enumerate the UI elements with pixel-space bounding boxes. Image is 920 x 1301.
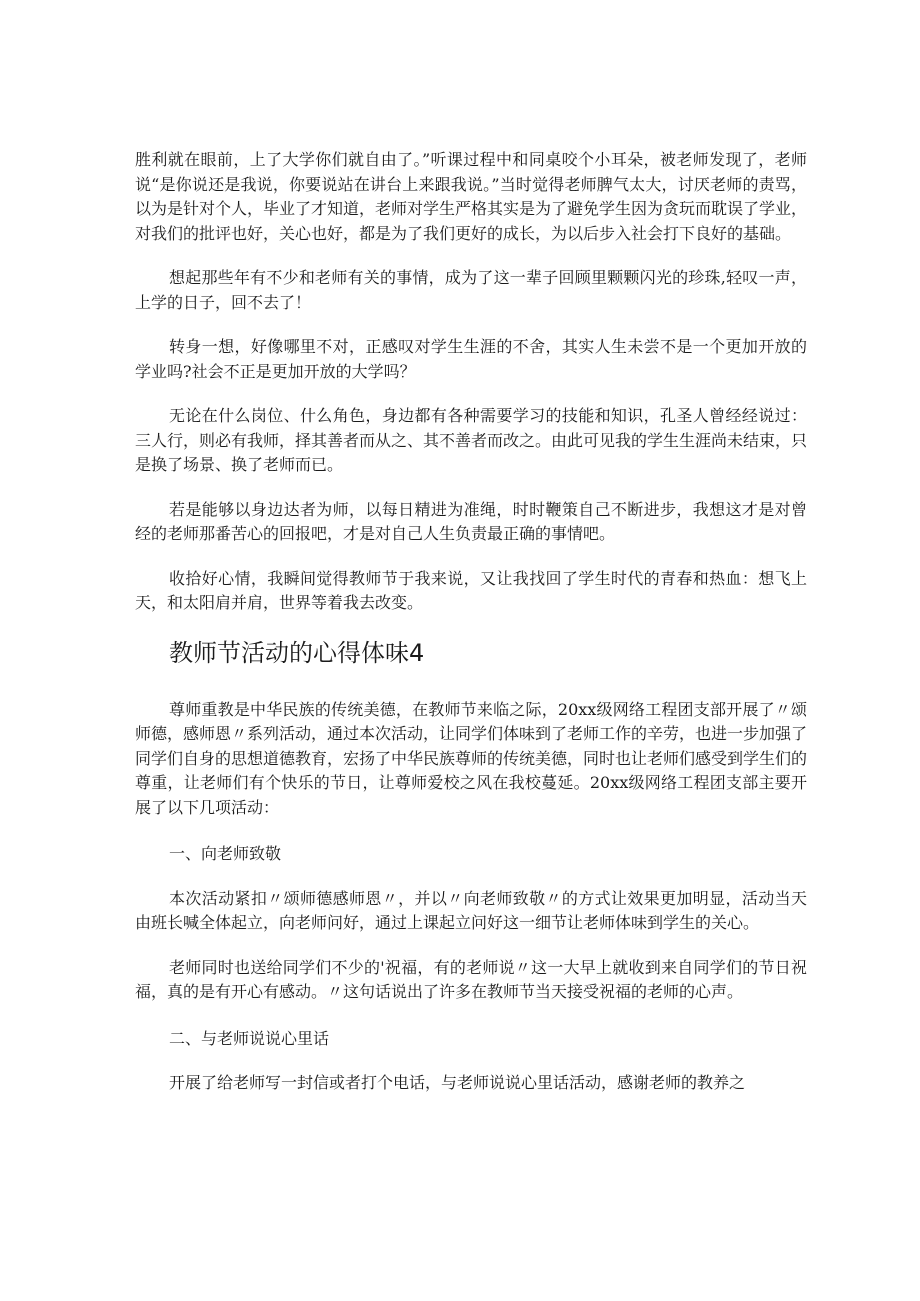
paragraph-opening: 胜利就在眼前，上了大学你们就自由了。”听课过程中和同桌咬个小耳朵，被老师发现了，老师说“是你说还是我说，你要说站在讲台上来跟我说。”当时觉得老师脾气太大，讨厌老师的责骂，以为是针对个人，毕业了才知道，老师对学生严格其实是为了避免学生因为贪玩而耽误了学业，对我们的批评也好，关心也好，都是为了我们更好的成长，为以后步入社会打下良好的基础。 xyxy=(135,150,808,243)
item-heading-2: 二、与老师说说心里话 xyxy=(169,1028,330,1048)
section-title: 教师节活动的心得体味4 xyxy=(169,638,425,667)
paragraph-closing: 收拾好心情，我瞬间觉得教师节于我来说，又让我找回了学生时代的青春和热血：想飞上天，和太阳肩并肩，世界等着我去改变。 xyxy=(135,568,807,612)
paragraph-progress: 若是能够以身边达者为师，以每日精进为准绳，时时鞭策自己不断进步，我想这才是对曾经的老师那番苦心的回报吧，才是对自己人生负责最正确的事情吧。 xyxy=(135,499,807,543)
item-heading-1: 一、向老师致敬 xyxy=(169,844,282,863)
document-page xyxy=(135,148,807,1096)
paragraph-reflection: 转身一想，好像哪里不对，正感叹对学生生涯的不舍，其实人生未尝不是一个更加开放的学业吗?社会不正是更加开放的大学吗？ xyxy=(135,337,807,381)
paragraph-intro: 尊师重教是中华民族的传统美德，在教师节来临之际，20xx级网络工程团支部开展了〃颂师德，感师恩〃系列活动，通过本次活动，让同学们体味到了老师工作的辛劳，也进一步加强了同学们自身的思想道德教育，宏扬了中华民族尊师的传统美德，同时也让老师们感受到学生们的尊重，让老师们有个快乐的节日，让尊师爱校之风在我校蔓延。20xx级网络工程团支部主要开展了以下几项活动： xyxy=(135,699,808,817)
paragraph-learning: 无论在什么岗位、什么角色，身边都有各种需要学习的技能和知识，孔圣人曾经经说过：三人行，则必有我师，择其善者而从之、其不善者而改之。由此可见我的学生生涯尚未结束，只是换了场景、换了老师而已。 xyxy=(135,406,808,474)
item1-paragraph-2: 老师同时也送给同学们不少的'祝福，有的老师说〃这一大早上就收到来自同学们的节日祝福，真的是有开心有感动。〃这句话说出了许多在教师节当天接受祝福的老师的心声。 xyxy=(135,957,807,1001)
paragraph-memories: 想起那些年有不少和老师有关的事情，成为了这一辈子回顾里颗颗闪光的珍珠,轻叹一声，上学的日子，回不去了！ xyxy=(135,268,807,312)
item1-paragraph-1: 本次活动紧扣〃颂师德感师恩〃，并以〃向老师致敬〃的方式让效果更加明显，活动当天由班长喊全体起立，向老师问好，通过上课起立问好这一细节让老师体味到学生的关心。 xyxy=(135,888,807,932)
item2-paragraph-1: 开展了给老师写一封信或者打个电话，与老师说说心里话活动，感谢老师的教养之 xyxy=(169,1073,746,1092)
